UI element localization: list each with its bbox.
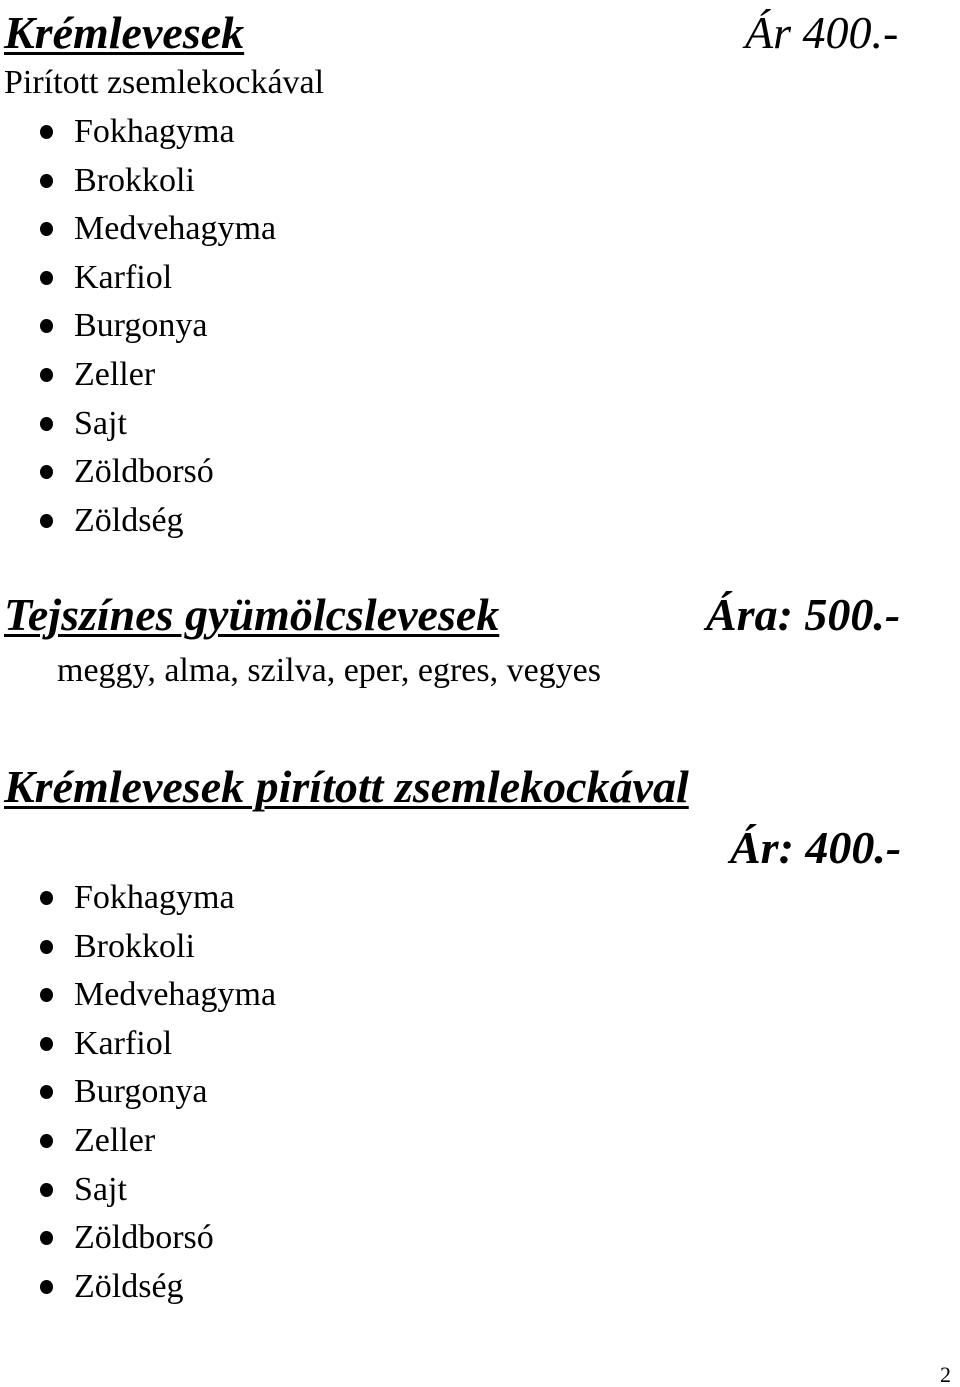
- list-item-label: Medvehagyma: [74, 210, 277, 248]
- bullet-icon: [40, 1183, 53, 1197]
- list-item: [0, 923, 276, 972]
- list-item-label: Fokhagyma: [74, 879, 235, 916]
- section3-title: Krémlevesek pirított zsemlekockával: [4, 761, 689, 812]
- list-item: [0, 1117, 276, 1166]
- list-item: [0, 108, 276, 157]
- list-item-label: Burgonya: [74, 307, 208, 345]
- section1-price: Ár 400.-: [745, 7, 899, 58]
- bullet-icon: [40, 417, 53, 431]
- bullet-icon: [40, 1037, 53, 1051]
- section1-subtitle: Pirított zsemlekockával: [4, 64, 325, 101]
- list-item-label: Brokkoli: [74, 927, 195, 965]
- list-item: [0, 497, 276, 546]
- list-item-label: Zöldborsó: [74, 453, 214, 491]
- list-item: [0, 874, 276, 923]
- list-item: [0, 351, 276, 400]
- bullet-icon: [40, 465, 53, 479]
- list-item-label: Sajt: [74, 1170, 127, 1208]
- list-item-label: Zeller: [74, 355, 156, 393]
- list-item-label: Zöldborsó: [74, 1219, 214, 1257]
- bullet-icon: [40, 940, 53, 954]
- bullet-icon: [40, 222, 53, 236]
- section3-price: Ár: 400.-: [730, 822, 902, 873]
- list-item: [0, 1068, 276, 1117]
- list-item: [0, 400, 276, 449]
- list-item-label: Zeller: [74, 1121, 156, 1159]
- list-item: [0, 1263, 276, 1312]
- list-item-label: Medvehagyma: [74, 976, 277, 1014]
- list-item-label: Zöldség: [74, 1267, 184, 1305]
- list-item: [0, 302, 276, 351]
- list-item-label: Brokkoli: [74, 161, 195, 199]
- section1-list: [0, 108, 276, 545]
- list-item: [0, 971, 276, 1020]
- list-item: [0, 157, 276, 206]
- list-item: [0, 254, 276, 303]
- list-item-label: Burgonya: [74, 1073, 208, 1111]
- section1-title: Krémlevesek: [4, 7, 245, 58]
- bullet-icon: [40, 1231, 53, 1245]
- list-item: [0, 205, 276, 254]
- list-item-label: Karfiol: [74, 258, 173, 296]
- list-item-label: Zöldség: [74, 501, 184, 539]
- bullet-icon: [40, 1280, 53, 1294]
- bullet-icon: [40, 368, 53, 382]
- bullet-icon: [40, 271, 53, 285]
- list-item: [0, 1020, 276, 1069]
- section2-title: Tejszínes gyümölcslevesek: [4, 589, 500, 640]
- list-item: [0, 1214, 276, 1263]
- list-item-label: Karfiol: [74, 1024, 173, 1062]
- bullet-icon: [40, 125, 53, 139]
- section3-list: [0, 874, 276, 1311]
- bullet-icon: [40, 319, 53, 333]
- page-number: 2: [940, 1362, 951, 1387]
- bullet-icon: [40, 891, 53, 905]
- list-item-label: Sajt: [74, 404, 127, 442]
- list-item: [0, 1166, 276, 1215]
- section2-description: meggy, alma, szilva, eper, egres, vegyes: [57, 652, 601, 689]
- bullet-icon: [40, 174, 53, 188]
- bullet-icon: [40, 1134, 53, 1148]
- list-item: [0, 448, 276, 497]
- bullet-icon: [40, 514, 53, 528]
- section2-price: Ára: 500.-: [706, 589, 901, 640]
- bullet-icon: [40, 988, 53, 1002]
- list-item-label: Fokhagyma: [74, 113, 235, 150]
- bullet-icon: [40, 1085, 53, 1099]
